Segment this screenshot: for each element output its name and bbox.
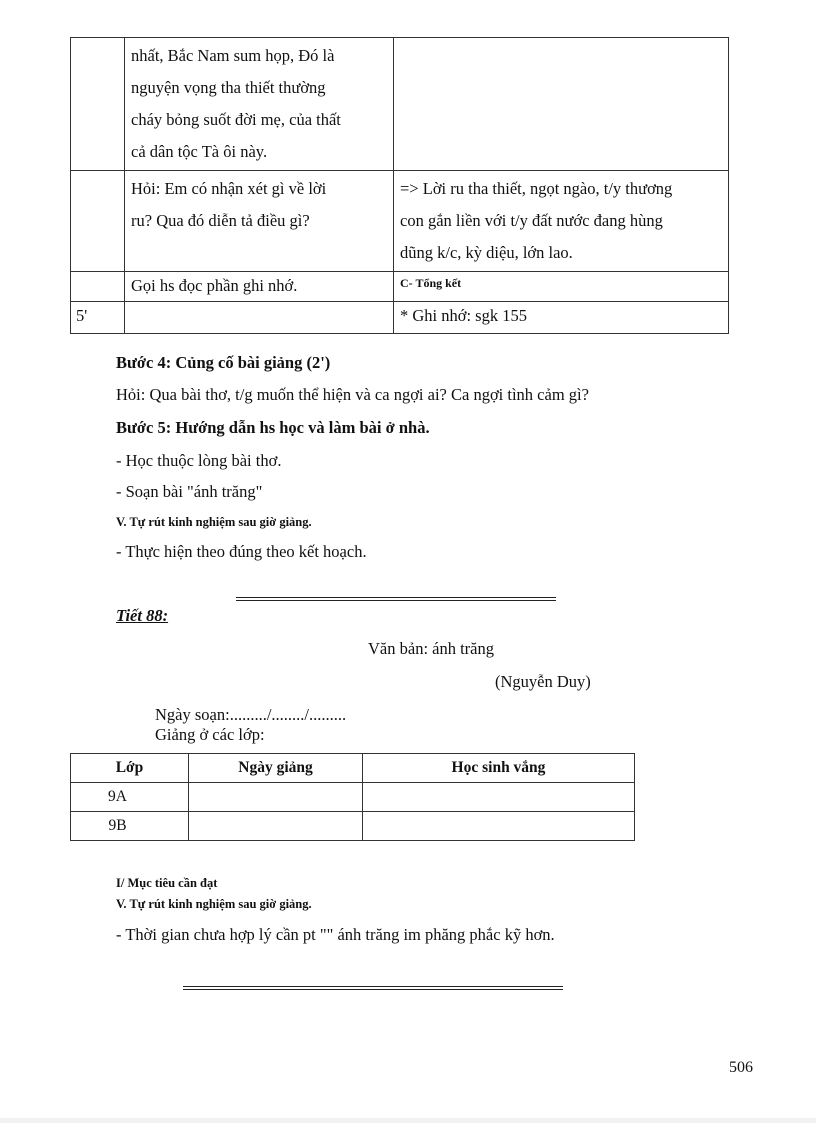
text-line: nhất, Bắc Nam sum họp, Đó là (131, 46, 335, 65)
page-number: 506 (729, 1059, 753, 1076)
lesson-table (70, 37, 729, 334)
date-line: Ngày soạn:........./......../......... (155, 705, 347, 724)
time-cell (71, 38, 125, 171)
author-name: (Nguyễn Duy) (495, 672, 591, 691)
student-activity-cell (394, 38, 729, 171)
date-cell (189, 812, 363, 841)
time-cell (71, 171, 125, 272)
table-row (71, 302, 729, 334)
table-header-row (71, 754, 635, 783)
text-line: cháy bỏng suốt đời mẹ, của thất (131, 110, 341, 129)
table-row (71, 812, 635, 841)
step4-question: Hỏi: Qua bài thơ, t/g muốn thể hiện và ca ngợi ai? Ca ngợi tình cảm gì? (116, 385, 589, 404)
text-line: ru? Qua đó diễn tả điều gì? (131, 211, 310, 230)
table-row (71, 272, 729, 302)
column-header: Lớp (71, 754, 189, 783)
column-header: Ngày giảng (189, 754, 363, 783)
time-cell (71, 272, 125, 302)
text-title: Văn bản: ánh trăng (368, 639, 494, 658)
separator-rule (183, 986, 563, 990)
student-activity-cell (394, 171, 729, 272)
step5-item: - Học thuộc lòng bài thơ. (116, 451, 282, 470)
date-cell (189, 783, 363, 812)
step5-item: - Soạn bài "ánh trăng" (116, 482, 263, 501)
text-line: nguyện vọng tha thiết thường (131, 78, 326, 97)
text-line: con gắn liền với t/y đất nước đang hùng (400, 211, 663, 230)
text-line: => Lời ru tha thiết, ngọt ngào, t/y thương (400, 179, 673, 198)
class-cell: 9B (71, 812, 189, 841)
table-row (71, 171, 729, 272)
column-header: Học sinh vắng (363, 754, 635, 783)
text-line: dũng k/c, kỳ diệu, lớn lao. (400, 243, 573, 262)
time-cell: 5' (71, 302, 125, 334)
table-row (71, 783, 635, 812)
teacher-activity-cell (125, 171, 394, 272)
text-line: cả dân tộc Tà ôi này. (131, 142, 268, 161)
objectives-heading: I/ Mục tiêu cần đạt (116, 876, 218, 890)
class-line: Giảng ở các lớp: (155, 725, 265, 744)
text-line: * Ghi nhớ: sgk 155 (400, 306, 527, 325)
section-v-note: - Thực hiện theo đúng theo kết hoạch. (116, 542, 367, 561)
page-edge (0, 1118, 816, 1123)
teacher-activity-cell (125, 38, 394, 171)
step4-heading: Bước 4: Củng cố bài giảng (2') (116, 353, 331, 372)
text-line: Gọi hs đọc phần ghi nhớ. (131, 276, 298, 295)
teacher-activity-cell (125, 302, 394, 334)
text-line: Hỏi: Em có nhận xét gì về lời (131, 179, 327, 198)
section-v-heading: V. Tự rút kinh nghiệm sau giờ giảng. (116, 515, 312, 529)
class-table (70, 753, 635, 841)
table-row (71, 38, 729, 171)
class-cell: 9A (71, 783, 189, 812)
separator-rule (236, 597, 556, 601)
section-v-note-2: - Thời gian chưa hợp lý cần pt "" ánh trăng im phăng phắc kỹ hơn. (116, 925, 555, 944)
section-heading: C- Tổng kết (400, 276, 462, 290)
student-activity-cell (394, 302, 729, 334)
step5-heading: Bước 5: Hướng dẫn hs học và làm bài ở nhà. (116, 418, 430, 437)
lesson-number: Tiết 88: (116, 606, 169, 625)
absent-cell (363, 783, 635, 812)
teacher-activity-cell (125, 272, 394, 302)
student-activity-cell (394, 272, 729, 302)
absent-cell (363, 812, 635, 841)
section-v-heading-2: V. Tự rút kinh nghiệm sau giờ giảng. (116, 897, 312, 911)
